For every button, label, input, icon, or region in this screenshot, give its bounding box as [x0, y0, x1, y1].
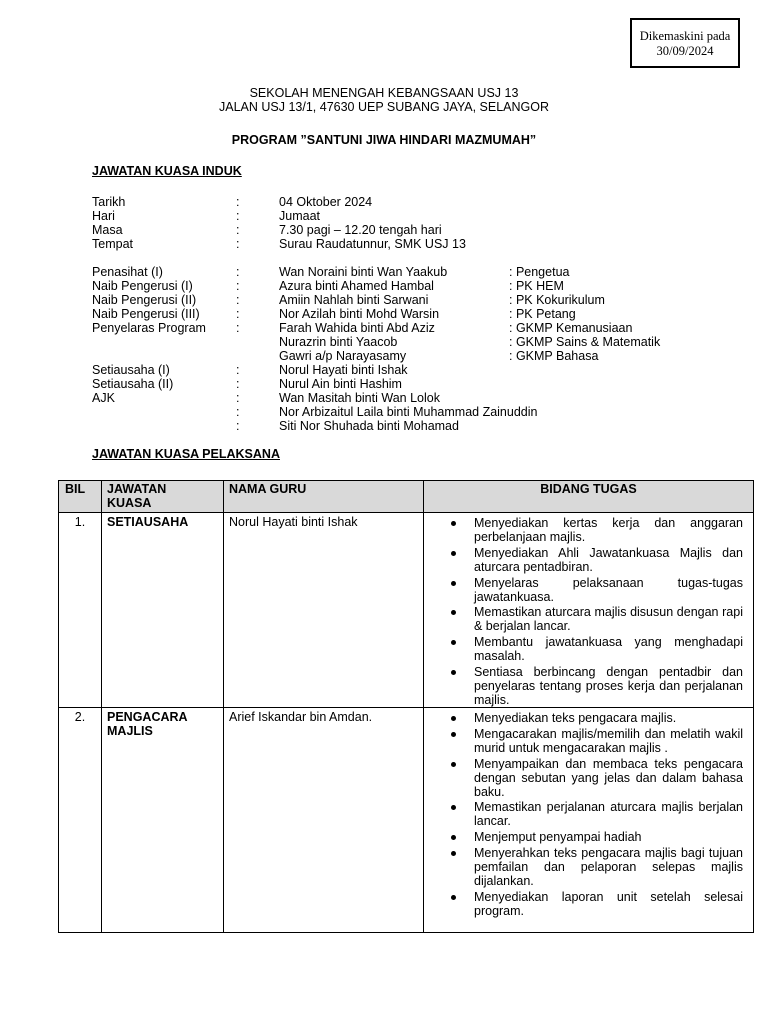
member-role: : PK Kokurikulum — [509, 293, 605, 307]
induk-heading: JAWATAN KUASA INDUK — [92, 164, 242, 178]
table-row — [59, 707, 754, 932]
duty-item — [429, 757, 743, 799]
duty-item — [429, 635, 743, 663]
member-name: Nor Azilah binti Mohd Warsin — [279, 307, 440, 321]
duty-text: Memastikan perjalanan aturcara majlis berjalan lancar. — [474, 800, 743, 829]
duty-list — [429, 516, 748, 707]
table-row — [59, 513, 754, 708]
member-name: Farah Wahida binti Abd Aziz — [279, 321, 435, 335]
detail-label: Tarikh — [92, 195, 126, 209]
row-number: 2. — [59, 707, 102, 932]
duty-text: Menyelaras pelaksanaan tugas-tugas jawatankuasa. — [474, 575, 743, 604]
duty-item — [429, 576, 743, 604]
secretary-name: Nurul Ain binti Hashim — [279, 377, 402, 391]
member-name: Gawri a/p Narayasamy — [279, 349, 407, 363]
member-name: Nurazrin binti Yaacob — [279, 335, 398, 349]
bullet-icon — [451, 670, 456, 675]
member-colon: : — [236, 293, 240, 307]
duty-item — [429, 605, 743, 633]
row-nama-guru: Arief Iskandar bin Amdan. — [224, 707, 424, 932]
row-number: 1. — [59, 513, 102, 708]
duty-text: Menjemput penyampai hadiah — [474, 830, 642, 845]
row-jawatan: SETIAUSAHA — [102, 513, 224, 708]
detail-colon: : — [236, 223, 240, 237]
duty-list — [429, 711, 748, 918]
stamp-date: 30/09/2024 — [656, 44, 714, 58]
duty-text: Membantu jawatankuasa yang menghadapi masalah. — [474, 635, 743, 664]
member-colon: : — [236, 307, 240, 321]
bullet-icon — [451, 805, 456, 810]
ajk-colon: : — [236, 419, 240, 433]
detail-label: Hari — [92, 209, 115, 223]
ajk-colon: : — [236, 391, 240, 405]
ajk-position: AJK — [92, 391, 115, 405]
member-colon: : — [236, 279, 240, 293]
bullet-icon — [451, 732, 456, 737]
member-name: Wan Noraini binti Wan Yaakub — [279, 265, 448, 279]
ajk-name: Wan Masitah binti Wan Lolok — [279, 391, 440, 405]
member-position: Naib Pengerusi (I) — [92, 279, 193, 293]
bullet-icon — [451, 551, 456, 556]
secretary-name: Norul Hayati binti Ishak — [279, 363, 408, 377]
bullet-icon — [451, 895, 456, 900]
detail-label: Masa — [92, 223, 123, 237]
member-role: : GKMP Kemanusiaan — [509, 321, 633, 335]
bullet-icon — [451, 610, 456, 615]
duty-item — [429, 516, 743, 544]
member-position: Penasihat (I) — [92, 265, 163, 279]
duty-text: Memastikan aturcara majlis disusun dengan rapi & berjalan lancar. — [474, 605, 743, 634]
bullet-icon — [451, 640, 456, 645]
duty-item — [429, 800, 743, 828]
duty-item — [429, 830, 743, 844]
row-nama-guru: Norul Hayati binti Ishak — [224, 513, 424, 708]
program-title: PROGRAM ”SANTUNI JIWA HINDARI MAZMUMAH” — [231, 133, 537, 147]
ajk-colon: : — [236, 405, 240, 419]
col-header-bidang: BIDANG TUGAS — [424, 481, 754, 513]
school-name: SEKOLAH MENENGAH KEBANGSAAN USJ 13 — [249, 86, 519, 100]
member-name: Azura binti Ahamed Hambal — [279, 279, 434, 293]
col-header-jawatan: JAWATAN KUASA — [102, 481, 224, 513]
member-position: Naib Pengerusi (III) — [92, 307, 200, 321]
detail-value: 04 Oktober 2024 — [279, 195, 373, 209]
duty-text: Menyediakan teks pengacara majlis. — [474, 710, 677, 725]
duty-item — [429, 546, 743, 574]
detail-value: Jumaat — [279, 209, 320, 223]
pelaksana-heading: JAWATAN KUASA PELAKSANA — [92, 447, 280, 461]
duty-text: Mengacarakan majlis/memilih dan melatih wakil murid untuk mengacarakan majlis . — [474, 726, 743, 755]
member-name: Amiin Nahlah binti Sarwani — [279, 293, 429, 307]
member-role: : GKMP Sains & Matematik — [509, 335, 661, 349]
bullet-icon — [451, 851, 456, 856]
member-colon: : — [236, 321, 240, 335]
duty-item — [429, 890, 743, 918]
duty-text: Menyampaikan dan membaca teks pengacara dengan sebutan yang jelas dan dalam bahasa baku. — [474, 756, 743, 799]
row-bidang-tugas — [424, 513, 754, 708]
col-header-bil: BIL — [59, 481, 102, 513]
duty-text: Menyediakan kertas kerja dan anggaran perbelanjaan majlis. — [474, 516, 743, 544]
duty-text: Menyediakan laporan unit setelah selesai program. — [474, 889, 743, 918]
row-bidang-tugas — [424, 707, 754, 932]
duty-text: Menyediakan Ahli Jawatankuasa Majlis dan aturcara pentadbiran. — [474, 545, 743, 574]
bullet-icon — [451, 581, 456, 586]
member-role: : GKMP Bahasa — [509, 349, 599, 363]
bullet-icon — [451, 716, 456, 721]
member-position: Penyelaras Program — [92, 321, 206, 335]
duty-item — [429, 727, 743, 755]
ajk-name: Nor Arbizaitul Laila binti Muhammad Zainuddin — [279, 405, 538, 419]
table-header-row — [59, 481, 754, 513]
bullet-icon — [451, 762, 456, 767]
member-role: : PK Petang — [509, 307, 576, 321]
col-header-nama: NAMA GURU — [224, 481, 424, 513]
duty-text: Sentiasa berbincang dengan pentadbir dan penyelaras tentang proses kerja dan perjalanan majlis. — [474, 664, 743, 707]
secretary-colon: : — [236, 377, 240, 391]
secretary-position: Setiausaha (II) — [92, 377, 174, 391]
row-jawatan: PENGACARA MAJLIS — [102, 707, 224, 932]
detail-label: Tempat — [92, 237, 133, 251]
ajk-name: Siti Nor Shuhada binti Mohamad — [279, 419, 459, 433]
member-colon: : — [236, 265, 240, 279]
duty-text: Menyerahkan teks pengacara majlis bagi tujuan pemfailan dan pelaporan selepas majlis dijalankan. — [474, 845, 743, 888]
detail-colon: : — [236, 195, 240, 209]
detail-colon: : — [236, 209, 240, 223]
bullet-icon — [451, 521, 456, 526]
stamp-label: Dikemaskini pada — [639, 29, 731, 43]
secretary-position: Setiausaha (I) — [92, 363, 170, 377]
school-address: JALAN USJ 13/1, 47630 UEP SUBANG JAYA, SELANGOR — [219, 100, 549, 114]
detail-value: Surau Raudatunnur, SMK USJ 13 — [279, 237, 466, 251]
member-role: : PK HEM — [509, 279, 564, 293]
updated-date-stamp — [630, 18, 740, 68]
detail-colon: : — [236, 237, 240, 251]
duty-item — [429, 711, 743, 725]
bullet-icon — [451, 835, 456, 840]
detail-value: 7.30 pagi – 12.20 tengah hari — [279, 223, 442, 237]
member-position: Naib Pengerusi (II) — [92, 293, 197, 307]
member-role: : Pengetua — [509, 265, 570, 279]
committee-table — [58, 480, 754, 933]
duty-item — [429, 665, 743, 707]
duty-item — [429, 846, 743, 888]
secretary-colon: : — [236, 363, 240, 377]
